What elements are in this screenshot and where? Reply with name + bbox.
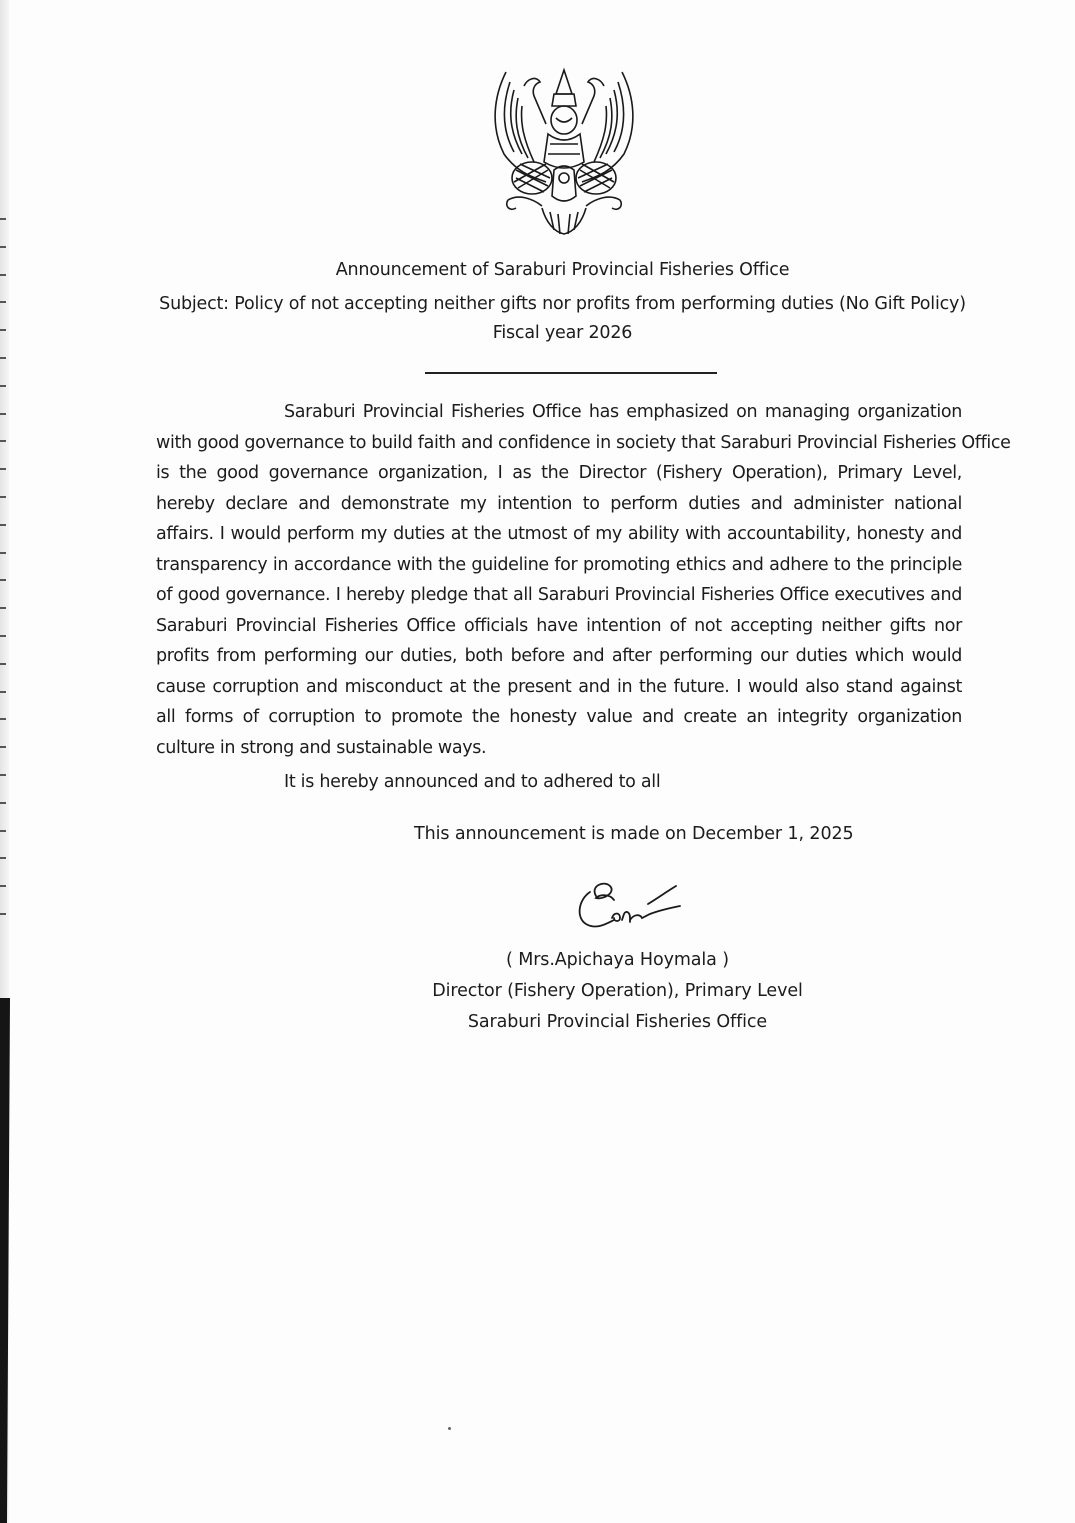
body-line: transparency in accordance with the guideline for promoting ethics and adhere to the principle [156,554,962,575]
scan-tick [0,635,6,637]
signatory-office: Saraburi Provincial Fisheries Office [467,1012,768,1032]
scan-tick [0,552,6,554]
scan-tick [0,329,6,331]
garuda-emblem-icon [484,66,644,238]
scan-tick [0,663,6,665]
scan-tick [0,579,6,581]
body-line: profits from performing our duties, both before and after performing our duties which would [156,646,962,666]
scan-tick [0,718,6,720]
scan-tick [0,468,6,470]
announcement-title: Announcement of Saraburi Provincial Fisheries Office [335,260,790,280]
body-line: all forms of corruption to promote the honesty value and create an integrity organization [156,707,962,727]
scan-tick [0,802,6,804]
announcement-subject: Subject: Policy of not accepting neither gifts nor profits from performing duties (No Gift Policy) [159,294,966,314]
scan-tick [0,524,6,526]
scan-tick [0,746,6,748]
fiscal-year: Fiscal year 2026 [492,323,633,343]
scan-tick [0,301,6,303]
body-line: culture in strong and sustainable ways. [156,737,487,758]
scan-tick [0,413,6,415]
scan-tick [0,440,6,442]
signatory-position: Director (Fishery Operation), Primary Level [432,981,803,1001]
scan-tick [0,913,6,915]
body-line: hereby declare and demonstrate my intention to perform duties and administer national [156,493,962,514]
scan-tick [0,218,6,220]
signature-icon [570,874,690,934]
scan-tick [0,274,6,276]
scan-tick [0,774,6,776]
scan-speck [448,1427,451,1430]
header-divider [425,372,717,374]
body-line: Saraburi Provincial Fisheries Office officials have intention of not accepting neither gifts nor [156,615,962,636]
announcement-date: This announcement is made on December 1, 2025 [414,824,854,844]
scan-tick [0,246,6,248]
scan-tick [0,857,6,859]
scan-tick [0,385,6,387]
scan-tick [0,607,6,609]
scan-tick [0,357,6,359]
body-line: of good governance. I hereby pledge that all Saraburi Provincial Fisheries Office executives and [156,585,962,605]
signatory-name: ( Mrs.Apichaya Hoymala ) [506,950,729,970]
scan-tick [0,496,6,498]
announcement-body [156,397,1011,763]
body-line: cause corruption and misconduct at the present and in the future. I would also stand against [156,676,962,697]
scan-tick [0,691,6,693]
body-line: is the good governance organization, I as the Director (Fishery Operation), Primary Level, [156,463,962,483]
body-line: affairs. I would perform my duties at the utmost of my ability with accountability, honesty and [156,524,962,544]
scan-tick [0,885,6,887]
scan-tick [0,830,6,832]
closing-statement: It is hereby announced and to adhered to all [284,772,661,792]
body-line: Saraburi Provincial Fisheries Office has emphasized on managing organization [284,402,962,422]
signatory-block [420,945,815,1038]
body-line: with good governance to build faith and confidence in society that Saraburi Provincial Fisheries Office [156,432,1011,453]
